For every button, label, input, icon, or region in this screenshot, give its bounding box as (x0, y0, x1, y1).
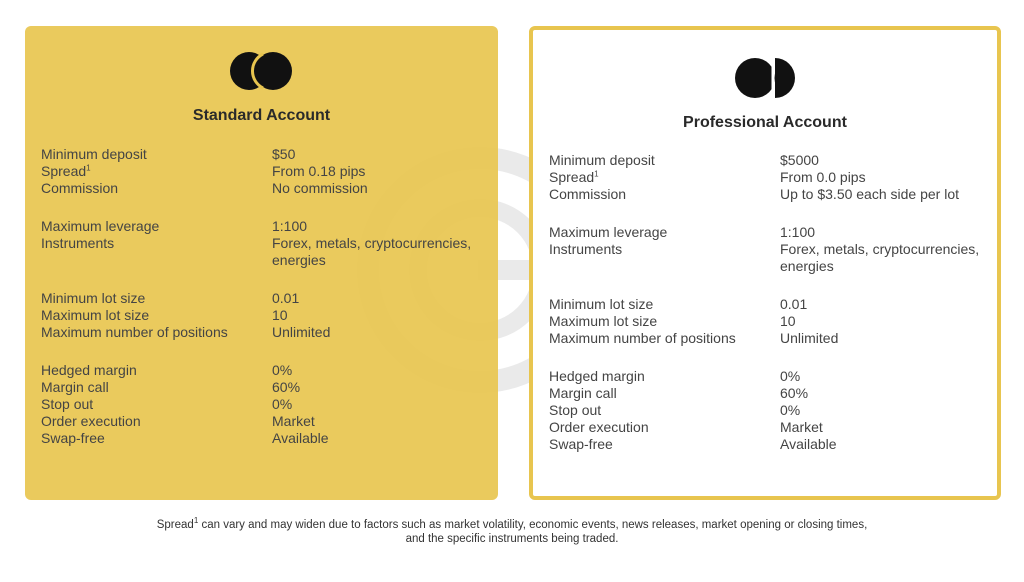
spec-row (41, 396, 484, 413)
spec-label: Instruments (549, 241, 623, 257)
spec-row (41, 235, 484, 269)
footnote-sup: 1 (193, 516, 199, 526)
standard-account-card (25, 26, 498, 500)
spec-group (549, 152, 983, 203)
spec-value: 0% (272, 362, 293, 378)
spec-label: Stop out (549, 402, 602, 418)
spec-value: Market (780, 419, 823, 435)
spec-value: Forex, metals, cryptocurrencies, energies (780, 241, 980, 274)
spec-row (549, 330, 983, 347)
spec-value: Up to $3.50 each side per lot (780, 186, 960, 202)
spec-label: Spread$^1$ (549, 169, 599, 185)
spec-label: Hedged margin (549, 368, 645, 384)
spec-row (549, 385, 983, 402)
spec-row (549, 402, 983, 419)
spec-label: Swap-free (41, 430, 105, 446)
spec-value: No commission (272, 180, 368, 196)
spec-row (549, 313, 983, 330)
spec-value: 0% (780, 368, 801, 384)
spec-label: Maximum leverage (41, 218, 160, 234)
spec-label: Stop out (41, 396, 94, 412)
footnote (0, 518, 1024, 546)
spec-label: Commission (41, 180, 119, 196)
card-title: Professional Account (683, 114, 847, 131)
footnote-word: Spread (156, 519, 194, 531)
spec-value: Unlimited (780, 330, 839, 346)
spec-row (549, 186, 983, 203)
spec-list (549, 152, 983, 474)
spec-label: Margin call (41, 379, 109, 395)
spec-label: Swap-free (549, 436, 613, 452)
spec-value: 0% (272, 396, 293, 412)
spec-label: Minimum lot size (549, 296, 654, 312)
spec-label: Spread$^1$ (41, 163, 91, 179)
spec-label: Margin call (549, 385, 617, 401)
spec-row (41, 307, 484, 324)
spec-row (41, 290, 484, 307)
spec-row (41, 430, 484, 447)
spec-value: Available (272, 430, 329, 446)
spec-row (41, 218, 484, 235)
footnote-marker: 1 (594, 169, 599, 179)
spec-value: 1:100 (780, 224, 816, 240)
spec-row (549, 152, 983, 169)
spec-value: Forex, metals, cryptocurrencies, energies (272, 235, 472, 268)
footnote-marker: 1 (86, 163, 91, 173)
spec-label: Minimum lot size (41, 290, 146, 306)
spec-label: Order execution (549, 419, 649, 435)
spec-group (41, 362, 484, 447)
footnote-line1: can vary and may widen due to factors such as market volatility, economic events, news releases, market opening or closing times, (198, 519, 868, 531)
spec-row (549, 296, 983, 313)
spec-label: Maximum lot size (549, 313, 658, 329)
spec-row (549, 169, 983, 186)
spec-value: Market (272, 413, 315, 429)
spec-value: From 0.18 pips (272, 163, 366, 179)
spec-row (549, 419, 983, 436)
spec-row (41, 146, 484, 163)
spec-label: Hedged margin (41, 362, 137, 378)
spec-row (41, 413, 484, 430)
spec-value: $5000 (780, 152, 819, 168)
spec-row (41, 163, 484, 180)
two-overlapping-circles-icon (230, 50, 292, 92)
footnote-line2: and the specific instruments being traded. (405, 533, 619, 545)
spec-value: 60% (780, 385, 809, 401)
spec-value: 0.01 (780, 296, 808, 312)
spec-list (41, 146, 484, 468)
spec-value: 0.01 (272, 290, 300, 306)
spec-label: Commission (549, 186, 627, 202)
spec-row (549, 436, 983, 453)
spec-value: 60% (272, 379, 301, 395)
spec-label: Maximum lot size (41, 307, 150, 323)
spec-row (41, 362, 484, 379)
spec-row (41, 324, 484, 341)
spec-row (41, 379, 484, 396)
spec-row (41, 180, 484, 197)
spec-label: Minimum deposit (41, 146, 147, 162)
spec-value: Unlimited (272, 324, 331, 340)
spec-value: 0% (780, 402, 801, 418)
spec-group (41, 290, 484, 341)
spec-group (549, 224, 983, 275)
spec-label: Order execution (41, 413, 141, 429)
spec-value: Available (780, 436, 837, 452)
circle-half-circle-icon (733, 56, 795, 100)
spec-value: 10 (780, 313, 796, 329)
spec-label: Maximum number of positions (549, 330, 736, 346)
spec-group (549, 368, 983, 453)
spec-label: Minimum deposit (549, 152, 655, 168)
card-title: Standard Account (192, 107, 331, 124)
spec-value: 1:100 (272, 218, 308, 234)
spec-row (549, 241, 983, 275)
spec-row (549, 368, 983, 385)
spec-label: Maximum leverage (549, 224, 668, 240)
professional-account-card (529, 26, 1001, 500)
spec-row (549, 224, 983, 241)
spec-value: 10 (272, 307, 288, 323)
spec-group (41, 218, 484, 269)
spec-value: $50 (272, 146, 296, 162)
spec-group (549, 296, 983, 347)
spec-group (41, 146, 484, 197)
spec-value: From 0.0 pips (780, 169, 866, 185)
spec-label: Instruments (41, 235, 115, 251)
spec-label: Maximum number of positions (41, 324, 228, 340)
